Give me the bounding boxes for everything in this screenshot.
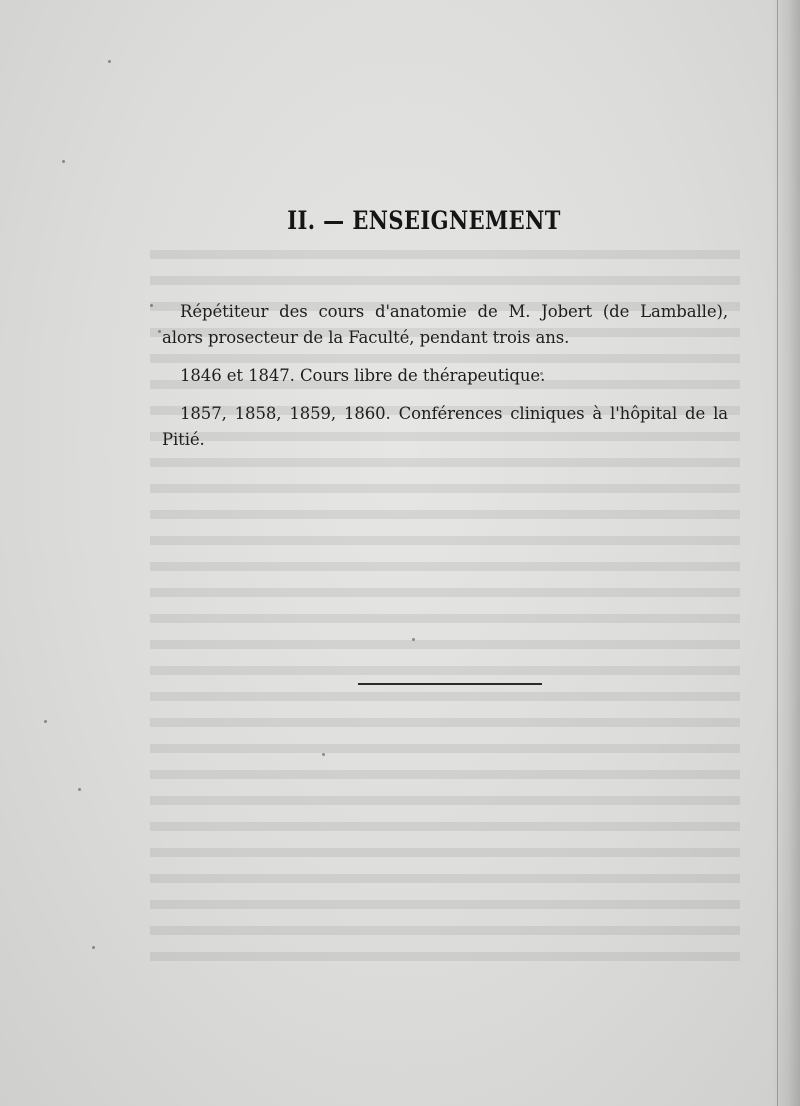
paragraph-repetiteur: Répétiteur des cours d'anatomie de M. Jobert (de Lamballe), alors prosecteur de la Faculté, pendant trois ans. bbox=[162, 302, 728, 347]
scan-speck bbox=[322, 753, 325, 756]
scan-speck bbox=[158, 330, 161, 333]
paragraph-cours-libre: 1846 et 1847. Cours libre de thérapeutique. bbox=[180, 366, 546, 385]
scan-speck bbox=[108, 60, 111, 63]
page-edge-line bbox=[777, 0, 778, 1106]
scan-speck bbox=[44, 720, 47, 723]
scan-speck bbox=[62, 160, 65, 163]
scan-speck bbox=[540, 372, 543, 375]
scan-speck bbox=[78, 788, 81, 791]
paragraph-conferences: 1857, 1858, 1859, 1860. Conférences cliniques à l'hôpital de la Pitié. bbox=[162, 404, 728, 449]
scan-speck bbox=[412, 638, 415, 641]
section-body bbox=[162, 299, 728, 469]
closing-rule bbox=[358, 683, 542, 685]
section-heading: II. — ENSEIGNEMENT bbox=[287, 206, 561, 235]
scan-speck bbox=[150, 304, 153, 307]
scan-speck bbox=[92, 946, 95, 949]
